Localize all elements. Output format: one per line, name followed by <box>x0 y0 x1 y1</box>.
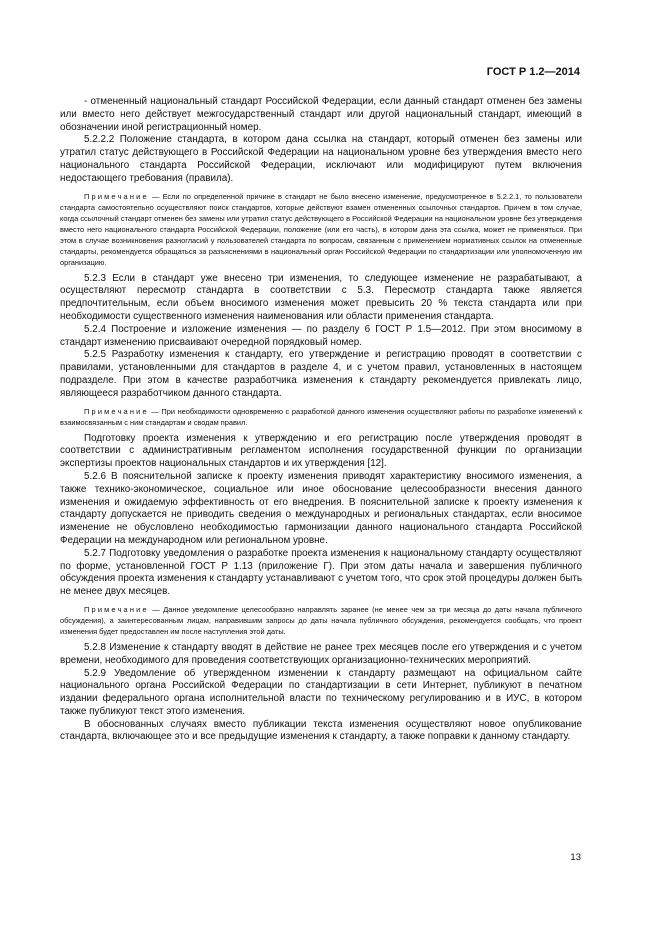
paragraph: 5.2.5 Разработку изменения к стандарту, его утверждение и регистрацию проводят в соответствии с правилами, установленными для стандартов в разделе 4, и с учетом правил, установленных в настоящем подразделе. При этом в качестве разработчика изменения к стандарту рекомендуется привлекать лицо, являющееся разработчиком данного стандарта. <box>60 349 582 399</box>
paragraph: 5.2.8 Изменение к стандарту вводят в действие не ранее трех месяцев после его утверждения и с учетом времени, необходимого для проведения соответствующих организационно-технических мероприятий. <box>60 641 582 666</box>
paragraph: 5.2.3 Если в стандарт уже внесено три изменения, то следующее изменение не разрабатывают, а осуществляют пересмотр стандарта в соответствии с 5.3. Пересмотр стандарта также является предпочтительным, если объем вносимого изменения может превысить 20 % текста стандарта или при необходимости существенного изменения наименования или области применения стандарта. <box>60 272 582 322</box>
page-number: 13 <box>570 852 581 863</box>
paragraph: 5.2.7 Подготовку уведомления о разработке проекта изменения к национальному стандарту осуществляют по форме, установленной ГОСТ Р 1.13 (приложение Г). При этом даты начала и завершения публичного обсуждения проекта изменения к стандарту устанавливают с учетом того, что срок этой процедуры должен быть не менее двух месяцев. <box>60 547 582 598</box>
paragraph: 5.2.2.2 Положение стандарта, в котором дана ссылка на стандарт, который отменен без замены или утратил статус действующего в Российской Федерации на национальном уровне без утверждения вместо него национального стандарта Российской Федерации, исключают или модифицируют путем включения недостающего требования (правила). <box>60 134 582 184</box>
note-paragraph <box>60 406 582 428</box>
paragraph: 5.2.6 В пояснительной записке к проекту изменения приводят характеристику вносимого изменения, а также технико-экономическое, социальное или иное обоснование целесообразности внесения данного изменения и ожидаемую эффективность от его внедрения. В пояснительной записке к проекту изменения к стандарту допускается не приводить сведения о международных и региональных стандартах, если вносимое изменение не обусловлено необходимостью гармонизации данного национального стандарта Российской Федерации на международном или региональном уровне. <box>60 470 582 546</box>
page-body <box>60 96 582 744</box>
note-text: — При необходимости одновременно с разработкой данного изменения осуществляют работы по разработке изменений к взаимосвязанным с ним стандартам и сводам правил. <box>60 406 582 427</box>
note-text: — Если по определенной причине в стандарт не было внесено изменение, предусмотренное в 5.2.2.1, то пользователи стандарта самостоятельно осуществляют поиск стандартов, которые действуют взамен отмененных ссылочных стандартов. Причем в том случае, когда ссылочный стандарт отменен без замены или утратил статус действующего в Российской Федерации на национальном уровне без утверждения вместо него национального стандарта Российской Федерации, положение (или его часть), в котором дана эта ссылка, может не применяться. При этом в случае возникновения разногласий у пользователей стандарта по вопросам, связанным с применением нормативных ссылок на отмененные стандарты, рекомендуется обращаться за разъяснениями в национальный орган Российской Федерации по стандартизации или уполномоченную им организацию. <box>60 191 582 267</box>
note-paragraph <box>60 604 582 637</box>
note-text: — Данное уведомление целесообразно направлять заранее (не менее чем за три месяца до даты начала публичного обсуждения), а заинтересованным лицам, направившим запросы до даты начала публичного обсуждения, рекомендуется сообщать, что проект изменения будет предоставлен им после наступления этой даты. <box>60 604 582 636</box>
note-label: Примечание <box>84 604 149 614</box>
note-label: Примечание <box>84 191 149 201</box>
paragraph: В обоснованных случаях вместо публикации текста изменения осуществляют новое опубликование стандарта, включающее это и все предыдущие изменения к стандарту, а также поправки к данному стандарту. <box>60 718 582 743</box>
note-label: Примечание <box>84 406 149 416</box>
paragraph: 5.2.4 Построение и изложение изменения — по разделу 6 ГОСТ Р 1.5—2012. При этом вносимому в стандарт изменению присваивают очередной порядковый номер. <box>60 323 582 348</box>
paragraph: - отмененный национальный стандарт Российской Федерации, если данный стандарт отменен без замены или вместо него действует межгосударственный стандарт или другой национальный стандарт, имеющий в обозначении иной регистрационный номер. <box>60 96 582 133</box>
document-header: ГОСТ Р 1.2—2014 <box>486 66 580 78</box>
paragraph: 5.2.9 Уведомление об утвержденном изменении к стандарту размещают на официальном сайте национального органа Российской Федерации по стандартизации в сети Интернет, публикуют в печатном издании федерального органа исполнительной власти по техническому регулированию и в ИУС, в котором также публикуют текст этого изменения. <box>60 667 582 717</box>
paragraph: Подготовку проекта изменения к утверждению и его регистрацию после утверждения проводят в соответствии с административным регламентом исполнения государственной функции по организации экспертизы проектов национальных стандартов и их утверждения [12]. <box>60 432 582 470</box>
note-paragraph <box>60 191 582 268</box>
